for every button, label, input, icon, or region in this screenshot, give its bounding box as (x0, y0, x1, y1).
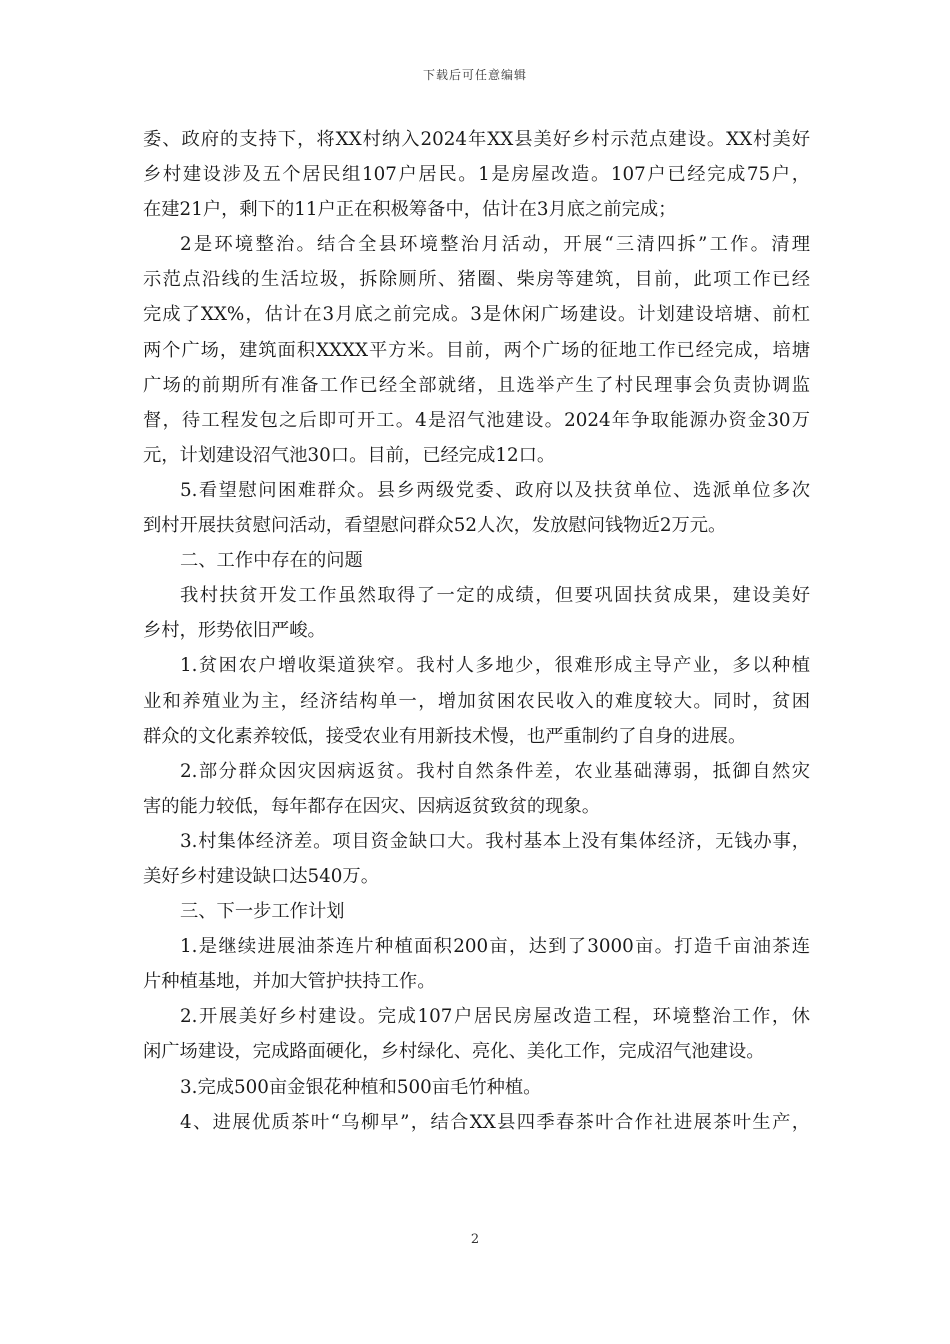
body-text-line: 元，计划建设沼气池30口。目前，已经完成12口。 (143, 444, 556, 466)
body-text-line: 两个广场，建筑面积XXXX平方米。目前，两个广场的征地工作已经完成，培塘 (143, 339, 810, 361)
body-text-line: 在建21户，剩下的11户正在积极筹备中，估计在3月底之前完成； (143, 199, 677, 221)
body-text-line: 2.开展美好乡村建设。完成107户居民房屋改造工程，环境整治工作，休 (180, 1006, 810, 1028)
body-text-line: 2.部分群众因灾因病返贫。我村自然条件差，农业基础薄弱，抵御自然灾 (180, 760, 810, 782)
body-text-line: 乡村，形势依旧严峻。 (143, 620, 326, 642)
body-text-line: 我村扶贫开发工作虽然取得了一定的成绩，但要巩固扶贫成果，建设美好 (180, 585, 810, 607)
body-text-line: 4、进展优质茶叶“乌柳早”，结合XX县四季春茶叶合作社进展茶叶生产， (180, 1111, 810, 1133)
page-number: 2 (470, 1232, 480, 1247)
body-text-line: 示范点沿线的生活垃圾，拆除厕所、猪圈、柴房等建筑，目前，此项工作已经 (143, 269, 810, 291)
body-text-line: 业和养殖业为主，经济结构单一，增加贫困农民收入的难度较大。同时，贫困 (143, 690, 810, 712)
body-text-line: 完成了XX%，估计在3月底之前完成。3是休闲广场建设。计划建设培塘、前杠 (143, 304, 810, 326)
body-text-line: 1.是继续进展油茶连片种植面积200亩，达到了3000亩。打造千亩油茶连 (180, 936, 810, 958)
page-header: 下载后可任意编辑 (422, 68, 527, 82)
body-text-line: 2是环境整治。结合全县环境整治月活动，开展“三清四拆”工作。清理 (180, 234, 810, 256)
body-text-line: 害的能力较低，每年都存在因灾、因病返贫致贫的现象。 (143, 795, 601, 817)
body-text-line: 委、政府的支持下，将XX村纳入2024年XX县美好乡村示范点建设。XX村美好 (143, 129, 810, 150)
body-text-line: 到村开展扶贫慰问活动，看望慰问群众52人次，发放慰问钱物近2万元。 (143, 515, 727, 537)
body-text-line: 片种植基地，并加大管护扶持工作。 (143, 971, 436, 993)
body-text-line: 二、工作中存在的问题 (180, 550, 363, 572)
body-text-line: 美好乡村建设缺口达540万。 (143, 865, 379, 887)
body-text-line: 三、下一步工作计划 (180, 901, 345, 923)
body-text-line: 群众的文化素养较低，接受农业有用新技术慢，也严重制约了自身的进展。 (143, 725, 747, 747)
body-text-line: 1.贫困农户增收渠道狭窄。我村人多地少，很难形成主导产业，多以种植 (180, 655, 810, 677)
body-text-line: 乡村建设涉及五个居民组107户居民。1是房屋改造。107户已经完成75户， (143, 164, 810, 186)
body-text-line: 广场的前期所有准备工作已经全部就绪，且选举产生了村民理事会负责协调监 (143, 374, 810, 396)
body-text-line: 5.看望慰问困难群众。县乡两级党委、政府以及扶贫单位、选派单位多次 (180, 479, 810, 501)
body-text-line: 3.村集体经济差。项目资金缺口大。我村基本上没有集体经济，无钱办事， (180, 830, 810, 852)
body-text-line: 督，待工程发包之后即可开工。4是沼气池建设。2024年争取能源办资金30万 (143, 409, 810, 431)
document-body (143, 122, 810, 1140)
body-text-line: 3.完成500亩金银花种植和500亩毛竹种植。 (180, 1076, 542, 1098)
body-text-line: 闲广场建设，完成路面硬化，乡村绿化、亮化、美化工作，完成沼气池建设。 (143, 1041, 765, 1063)
